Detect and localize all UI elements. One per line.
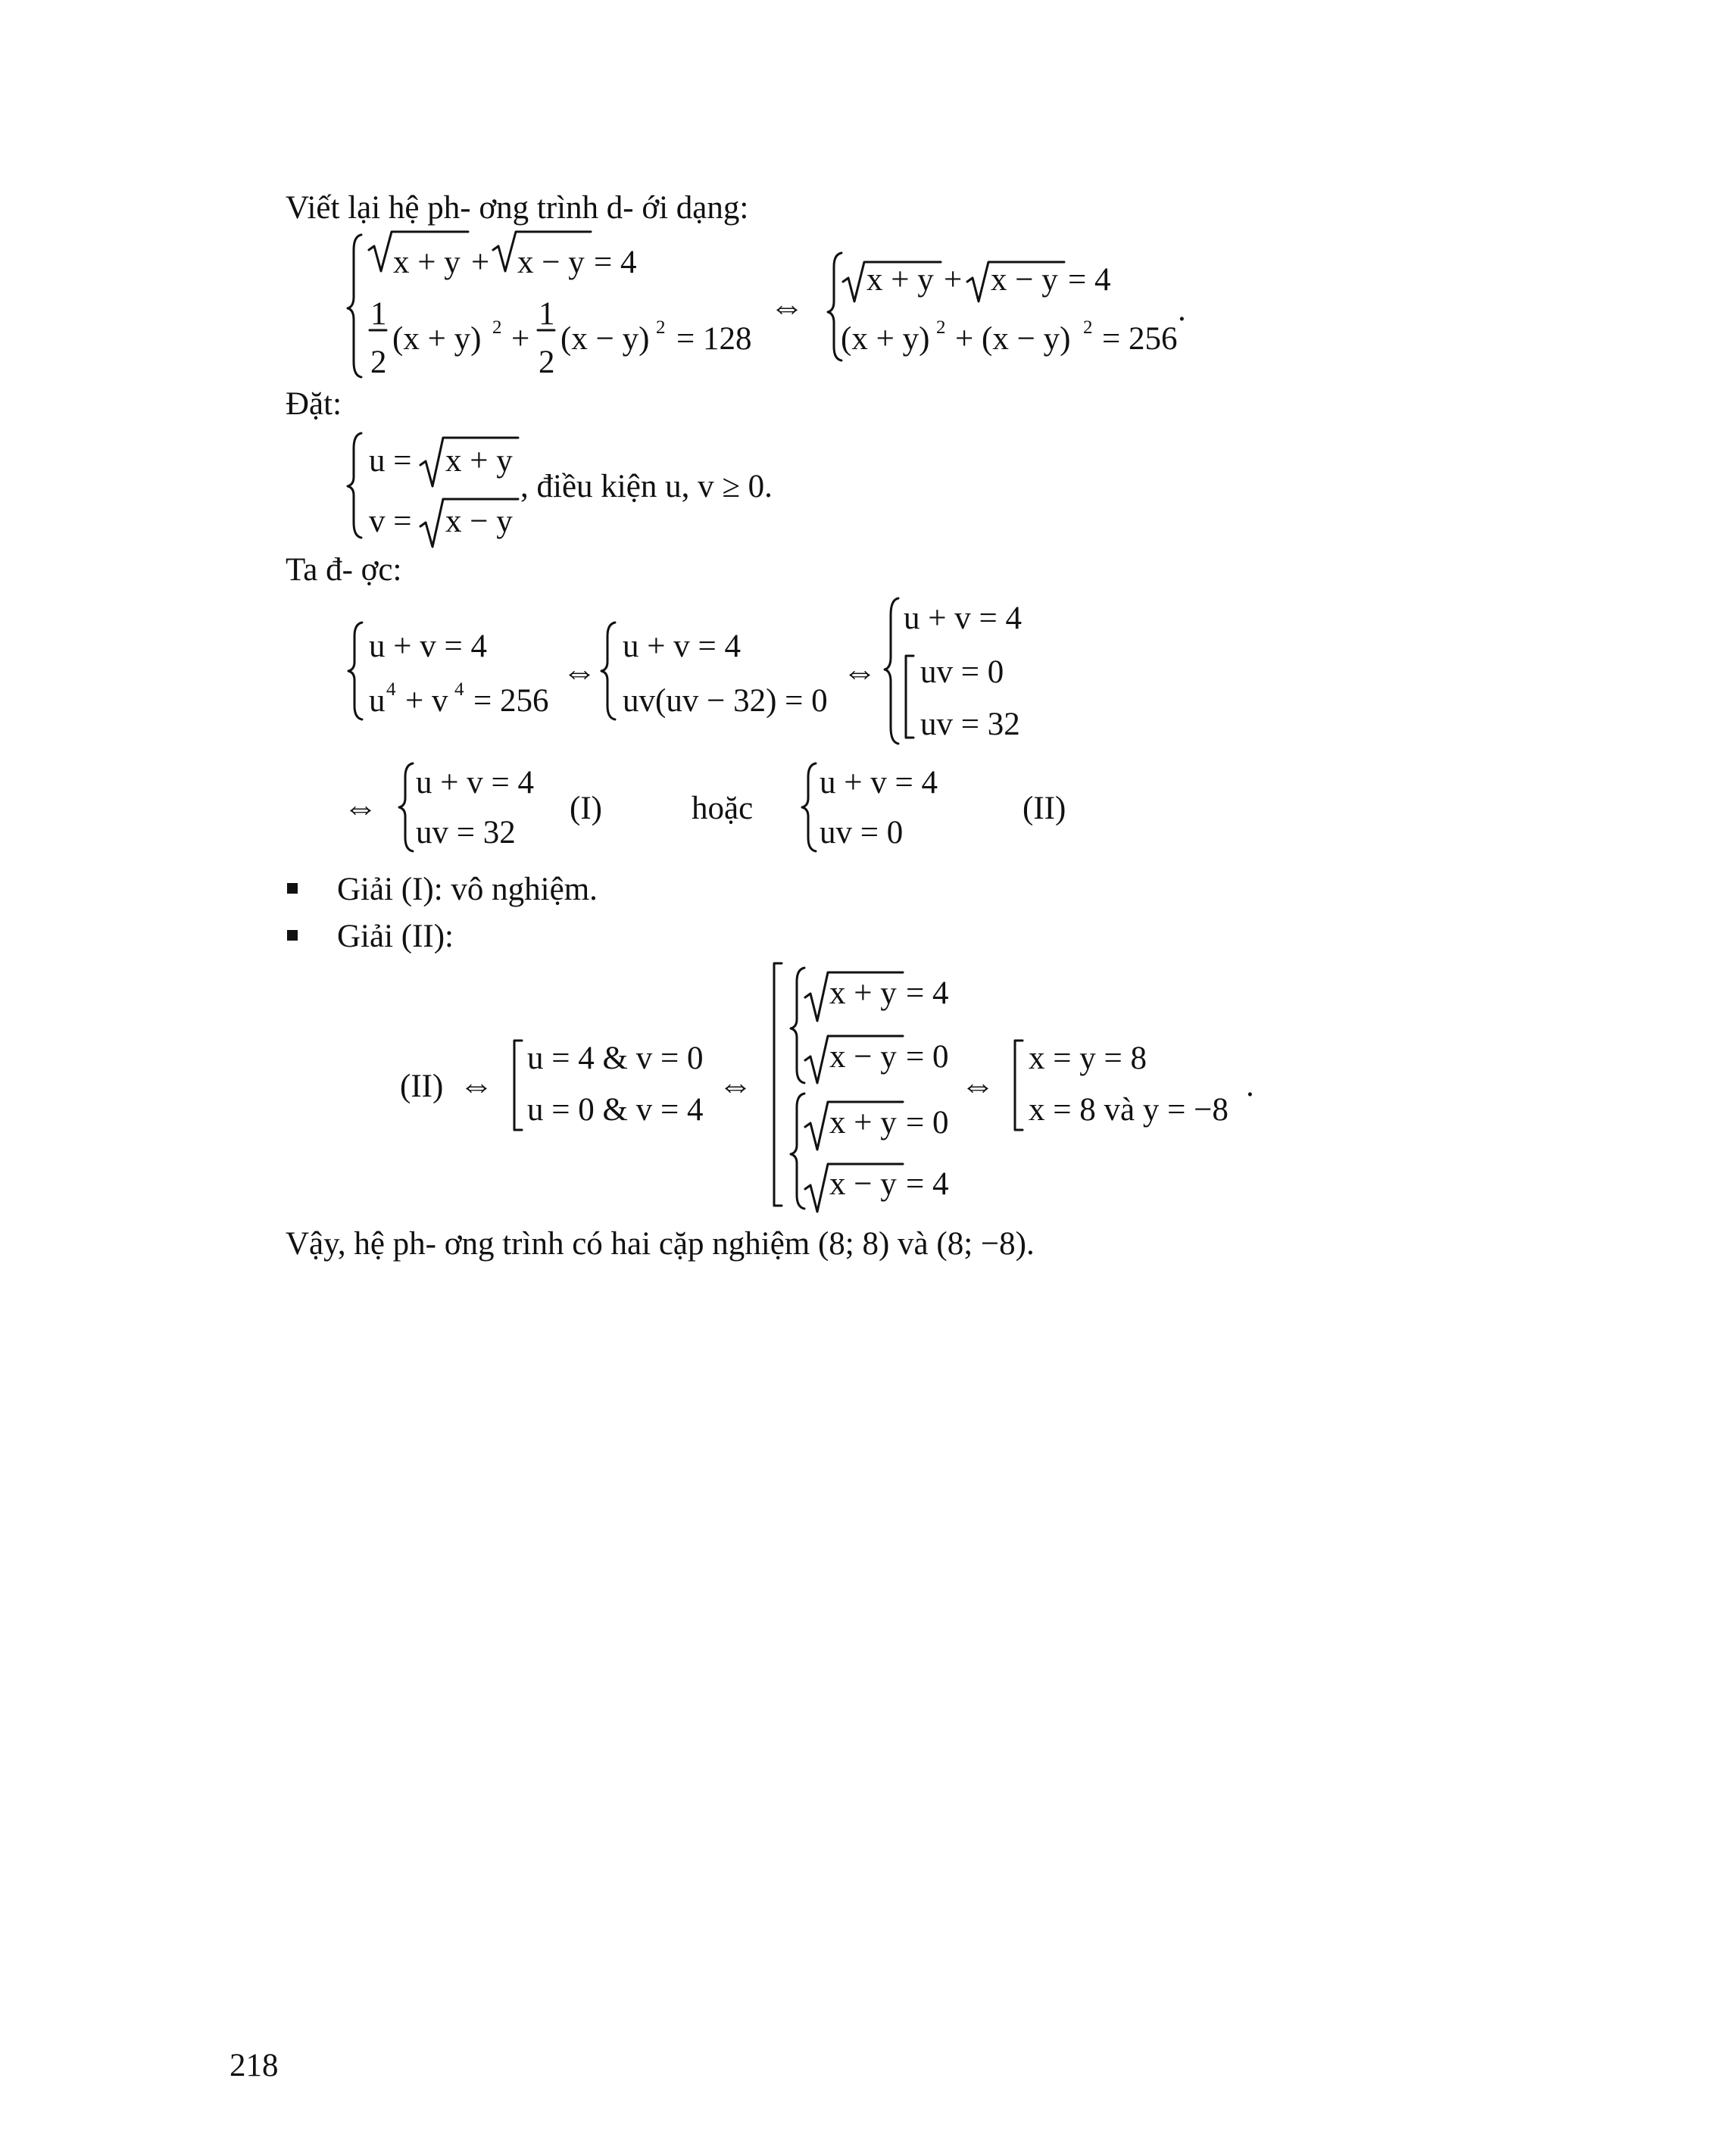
sys2-b2: uv(uv − 32) = 0	[623, 683, 828, 719]
sys4-g3r: = 0	[906, 1105, 949, 1141]
sys2-a2rest: = 256	[473, 683, 549, 719]
sys2-c1: u + v = 4	[904, 601, 1023, 636]
sys2-b1: u + v = 4	[623, 629, 742, 664]
sub-v: v =	[369, 504, 412, 539]
eq1-l1: x + y	[393, 245, 461, 280]
bullet-marker	[287, 930, 298, 941]
sys3-iff: ⇔	[343, 788, 378, 826]
brace	[601, 623, 615, 719]
sys2-iff-1: ⇔	[562, 652, 597, 691]
sys2-iff-2: ⇔	[842, 652, 877, 691]
brace	[348, 235, 361, 377]
eq1-iff: ⇔	[770, 287, 804, 326]
eq1-r7: = 256	[1102, 321, 1178, 357]
sys4-g1r: = 4	[906, 975, 949, 1011]
bracket	[774, 963, 782, 1206]
sys3-d2: uv = 32	[416, 815, 516, 850]
sys4-h2: x = 8 và y = −8	[1029, 1092, 1229, 1128]
eq1-l3: x − y	[517, 245, 585, 280]
eq1-r3: x − y	[991, 262, 1058, 298]
eq1-sq-2: 2	[656, 317, 666, 338]
sys4-f1: u = 4 & v = 0	[527, 1041, 704, 1076]
eq1-half-num: 1	[370, 296, 387, 332]
taduoc-label: Ta đ- ợc:	[286, 552, 402, 588]
sys2-a2u: u	[369, 683, 386, 719]
sys3-e1: u + v = 4	[820, 765, 938, 800]
eq1-r5: (x + y)	[841, 321, 930, 357]
eq1-r4: = 4	[1068, 262, 1111, 298]
eq1-l2: +	[471, 245, 490, 280]
eq1-m4: = 128	[676, 321, 752, 357]
sys4-g2r: = 0	[906, 1039, 949, 1075]
bullet-marker	[287, 883, 298, 894]
eq1-m2: +	[511, 321, 530, 357]
eq1-dot: .	[1178, 292, 1186, 328]
sys3-d1: u + v = 4	[416, 765, 535, 800]
eq1-l4: = 4	[594, 245, 637, 280]
sys4-g3: x + y	[829, 1105, 897, 1141]
eq1-r6: + (x − y)	[955, 321, 1071, 357]
bracket	[1015, 1041, 1023, 1130]
sub-condition: , điều kiện u, v ≥ 0.	[520, 469, 773, 504]
sys4-g1: x + y	[829, 975, 897, 1011]
page-number: 218	[229, 2048, 279, 2083]
sys3-label1: (I)	[570, 791, 602, 826]
conclusion-line: Vậy, hệ ph- ơng trình có hai cặp nghiệm (8; 8) và (8; −8).	[286, 1226, 1035, 1262]
sys3-hoac: hoặc	[692, 791, 754, 826]
sys4-iff-2: ⇔	[718, 1066, 753, 1104]
sub-u: u =	[369, 443, 412, 479]
eq1-m1: (x + y)	[392, 321, 482, 357]
brace	[399, 763, 413, 851]
sys4-g4r: = 4	[906, 1166, 949, 1202]
eq1-r1: x + y	[866, 262, 934, 298]
sys2-c3: uv = 32	[920, 707, 1020, 742]
sys3-label2: (II)	[1023, 791, 1066, 826]
brace	[348, 433, 361, 538]
sys3-e2: uv = 0	[820, 815, 904, 850]
brace	[791, 1094, 804, 1209]
sub-uval: x + y	[445, 443, 513, 479]
eq1-half-den-2: 2	[539, 345, 555, 380]
sys2-a2exp-2: 4	[454, 679, 464, 700]
eq1-sq-3: 2	[936, 317, 946, 338]
sys4-g2: x − y	[829, 1039, 897, 1075]
eq1-sq: 2	[492, 317, 502, 338]
sys2-c2: uv = 0	[920, 654, 1004, 690]
sub-vval: x − y	[445, 504, 513, 539]
brace	[791, 968, 804, 1083]
sys4-lead: (II)	[400, 1069, 444, 1104]
brace	[348, 623, 362, 719]
eq1-m3: (x − y)	[560, 321, 650, 357]
sys4-iff-1: ⇔	[459, 1066, 494, 1104]
eq1-r2: +	[944, 262, 963, 298]
sys4-dot: .	[1246, 1068, 1254, 1103]
bullet-item-1: Giải (I): vô nghiệm.	[337, 872, 598, 907]
eq1-sq-4: 2	[1083, 317, 1093, 338]
intro-line: Viết lại hệ ph- ơng trình d- ới dạng:	[286, 190, 749, 226]
eq1-half-den: 2	[370, 345, 387, 380]
sys4-g4: x − y	[829, 1166, 897, 1202]
brace	[802, 763, 816, 851]
sys2-a1: u + v = 4	[369, 629, 488, 664]
bracket	[514, 1041, 522, 1130]
sys4-iff-3: ⇔	[960, 1066, 995, 1104]
sys2-a2exp: 4	[386, 679, 396, 700]
sys4-h1: x = y = 8	[1029, 1041, 1147, 1076]
brace	[885, 598, 898, 744]
brace	[828, 253, 841, 360]
bracket	[906, 656, 913, 738]
sys2-a2v: + v	[405, 683, 448, 719]
bullet-item-2: Giải (II):	[337, 919, 454, 954]
eq1-half-num-2: 1	[539, 296, 555, 332]
dat-label: Đặt:	[286, 386, 342, 422]
sys4-f2: u = 0 & v = 4	[527, 1092, 704, 1128]
